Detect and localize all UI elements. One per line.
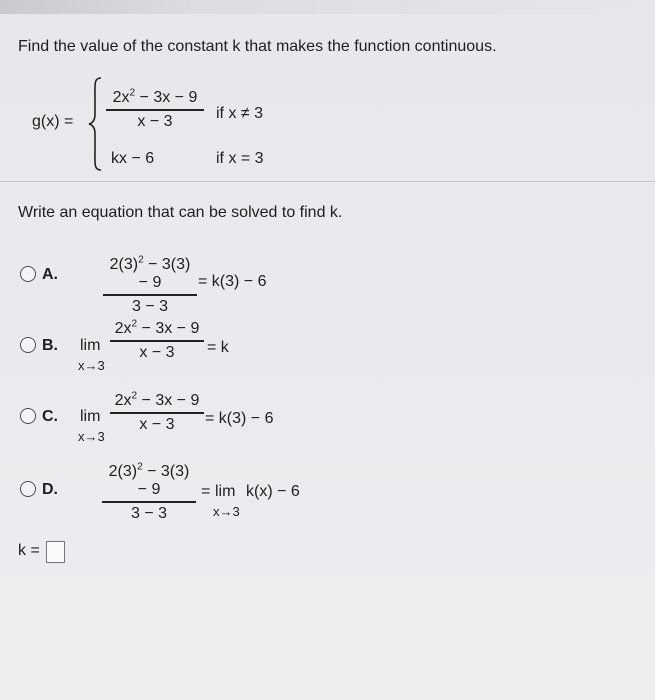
case1-fraction-bar: [106, 109, 204, 111]
option-c-letter: C.: [42, 408, 58, 425]
option-d-fraction: [102, 463, 196, 523]
option-d-numerator: $2(3)^2 - 3(3) - 9$: [108, 461, 190, 498]
option-d-radio[interactable]: [20, 481, 36, 497]
option-b-fraction-bar: [110, 340, 204, 342]
piecewise-brace: [88, 76, 104, 172]
section-divider: [0, 181, 655, 182]
option-b-lim: lim: [80, 337, 101, 354]
function-label: g(x) =: [32, 113, 74, 130]
option-b-radio[interactable]: [20, 337, 36, 353]
option-b-rhs: = k: [207, 339, 229, 356]
case2-expression: kx − 6: [111, 150, 155, 167]
option-b-numerator: $2x^2 - 3x - 9$: [114, 318, 200, 337]
option-d-lim-subscript: x→3: [213, 504, 240, 519]
option-d-equals: =: [201, 483, 211, 500]
option-a-letter: A.: [42, 266, 58, 283]
option-d-denominator: 3 − 3: [130, 504, 168, 522]
option-b-letter: B.: [42, 337, 58, 354]
case1-fraction: [106, 89, 204, 131]
option-c-lim-subscript: x→3: [78, 429, 105, 444]
option-b-denominator: x − 3: [139, 343, 175, 361]
option-b-fraction: [110, 320, 204, 362]
case2-condition: if x = 3: [216, 150, 264, 167]
case1-denominator: x − 3: [137, 112, 173, 130]
option-d-lim: lim: [215, 483, 236, 500]
option-d-letter: D.: [42, 481, 58, 498]
case1-numerator: $2x^2 - 3x - 9$: [112, 87, 198, 106]
answer-label: k =: [18, 542, 40, 559]
option-c-denominator: x − 3: [139, 415, 175, 433]
option-a-fraction: [103, 256, 197, 316]
option-d-rhs-expression: k(x) − 6: [246, 483, 300, 500]
option-a-denominator: 3 − 3: [131, 297, 169, 315]
subtitle: Write an equation that can be solved to find k.: [18, 204, 343, 221]
option-d-fraction-bar: [102, 501, 196, 503]
option-c-rhs: = k(3) − 6: [205, 410, 274, 427]
option-a-numerator: $2(3)^2 - 3(3) - 9$: [109, 254, 191, 291]
option-c-lim: lim: [80, 408, 101, 425]
option-c-fraction: [110, 392, 204, 434]
option-a-radio[interactable]: [20, 266, 36, 282]
option-a-fraction-bar: [103, 294, 197, 296]
case1-condition: if x ≠ 3: [216, 105, 264, 122]
question-title: Find the value of the constant k that makes the function continuous.: [18, 38, 497, 55]
answer-input[interactable]: [46, 541, 65, 563]
option-c-radio[interactable]: [20, 408, 36, 424]
option-a-rhs: = k(3) − 6: [198, 273, 267, 290]
option-c-numerator: $2x^2 - 3x - 9$: [114, 390, 200, 409]
option-b-lim-subscript: x→3: [78, 358, 105, 373]
option-c-fraction-bar: [110, 412, 204, 414]
